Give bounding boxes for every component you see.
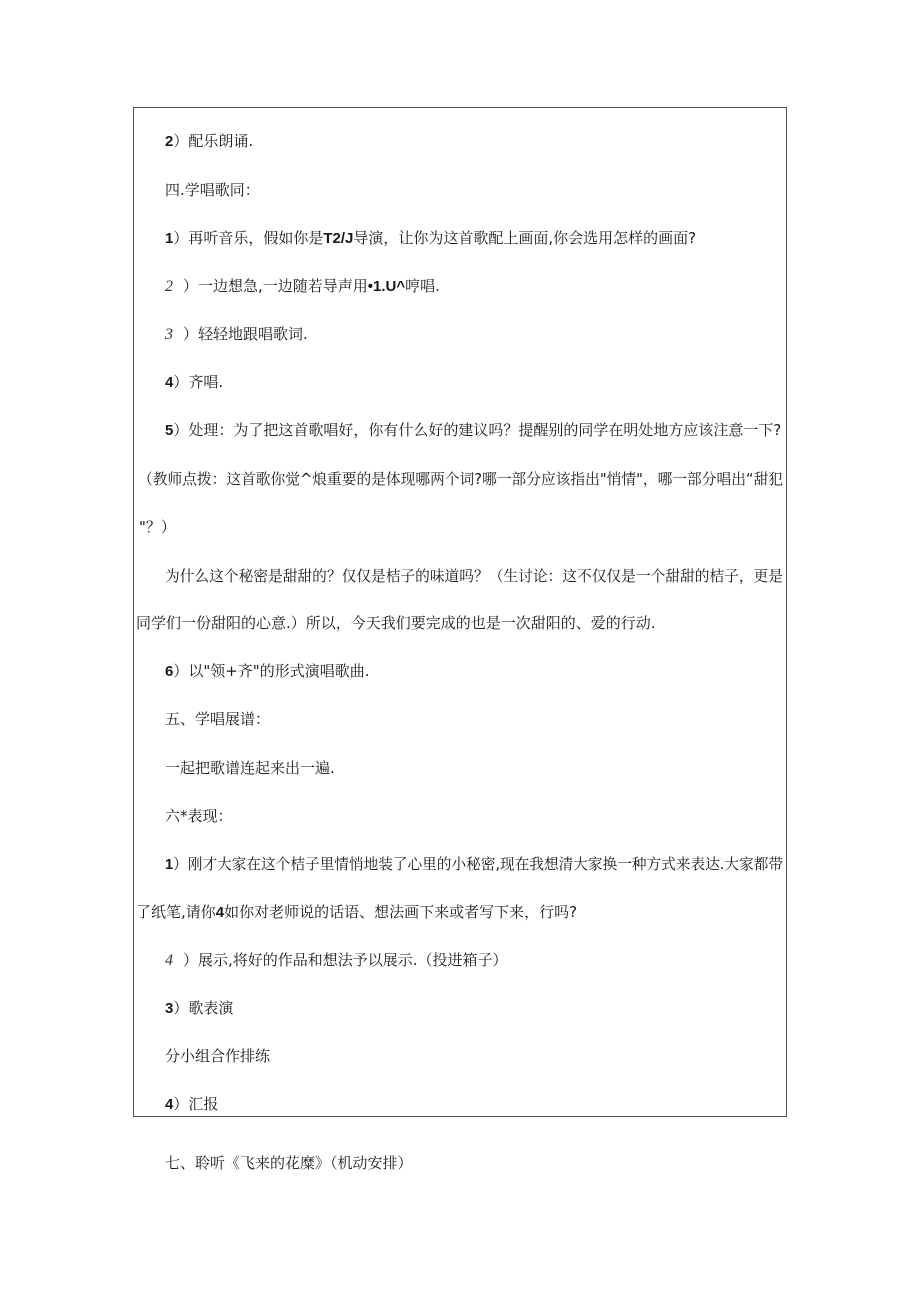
step-4-report: 4）汇报	[165, 1095, 219, 1113]
step-3-performance: 3）歌表演	[165, 999, 234, 1017]
group-rehearsal: 分小组合作排练	[165, 1047, 271, 1065]
discussion-line-1: 为什么这个秘密是甜甜的？仅仅是桔子的味道吗？（生讨论：这不仅仅是一个甜甜的桔子，更是	[165, 567, 783, 585]
step-4-chorus: 4）齐唱.	[165, 373, 224, 391]
step-2-recitation: 2）配乐朗诵.	[165, 132, 254, 150]
sing-score-line: 一起把歌谱连起来出一遍.	[165, 759, 335, 777]
section-7-heading: 七、聆听《飞来的花糜》（机动安排）	[165, 1154, 413, 1172]
step-4-display: 4 ）展示,将好的作品和想法予以展示.（投进箱子）	[165, 951, 508, 969]
section-6-heading: 六*表现：	[165, 807, 233, 825]
step-1-secret-line-1: 1）刚才大家在这个桔子里情悄地装了心里的小秘密,现在我想清大家换一种方式来表达.大家都带	[165, 855, 784, 873]
step-3-sing-lyrics: 3 ）轻轻地跟唱歌词.	[165, 325, 308, 343]
teacher-note-line-2: "？）	[139, 518, 176, 536]
discussion-line-2: 同学们一份甜阳的心意.）所以，今天我们要完成的也是一次甜阳的、爱的行动.	[136, 614, 656, 632]
step-1-secret-line-2: 了纸笔,请你4如你对老师说的话语、想法画下来或者写下来，行吗?	[136, 903, 578, 921]
step-6-lead-chorus: 6）以"领+齐"的形式演唱歌曲.	[165, 662, 370, 680]
teacher-note-line-1: （教师点拨：这首歌你觉^烺重要的是体现哪两个词?哪一部分应该指出"悄情"，哪一部分唱出“甜犯	[138, 470, 784, 488]
step-5-process: 5）处理：为了把这首歌唱好，你有什么好的建议吗？提醒别的同学在明处地方应该注意一下?	[165, 421, 782, 439]
section-5-heading: 五、学唱展谱：	[165, 710, 271, 728]
step-1-listen-music: 1）再听音乐，假如你是T2/J导演，让你为这首歌配上画面,你会选用怎样的画面?	[165, 229, 697, 247]
step-2-hum: 2 ）一边想急,一边随若导声用•1.U^哼唱.	[165, 277, 440, 295]
section-4-heading: 四.学唱歌同：	[165, 181, 260, 199]
